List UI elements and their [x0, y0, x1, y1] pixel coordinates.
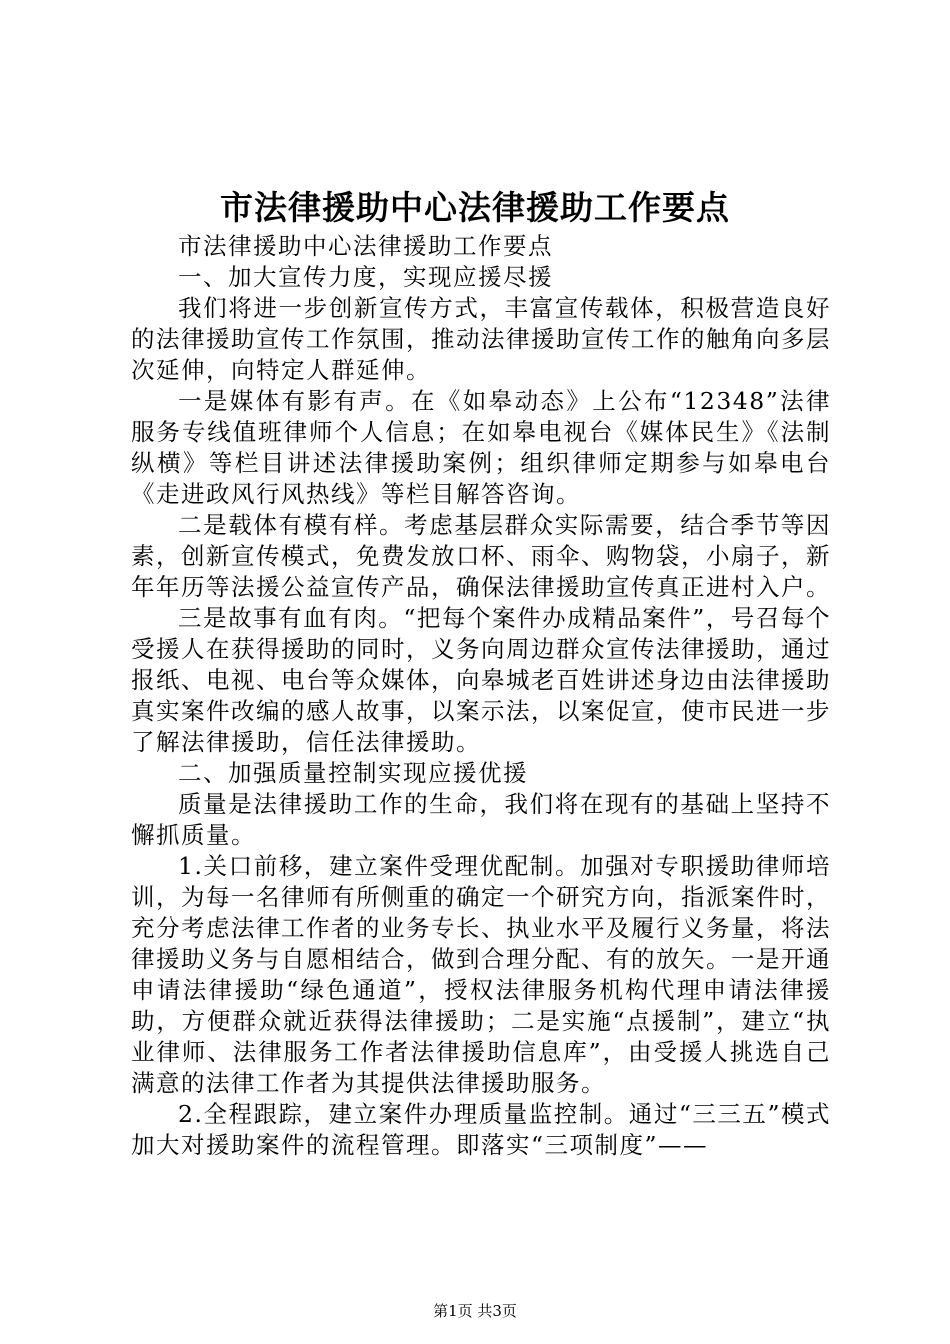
paragraph-subtitle: 市法律援助中心法律援助工作要点 — [178, 232, 553, 260]
page-footer: 第1页 共3页 — [433, 1302, 517, 1320]
paragraph: 我们将进一步创新宣传方式，丰富宣传载体，积极营造良好的法律援助宣传工作氛围，推动法律援助宣传工作的触角向多层次延伸，向特定人群延伸。 — [131, 294, 831, 384]
paragraph: 一是媒体有影有声。在《如皋动态》上公布“12348”法律服务专线值班律师个人信息；在如皋电视台《媒体民生》《法制纵横》等栏目讲述法律援助案例；组织律师定期参与如皋电台《走进政风行风热线》等栏目解答咨询。 — [131, 387, 831, 508]
paragraph: 三是故事有血有肉。“把每个案件办成精品案件”，号召每个受援人在获得援助的同时，义务向周边群众宣传法律援助，通过报纸、电视、电台等众媒体，向皋城老百姓讲述身边由法律援助真实案件改编的感人故事，以案示法，以案促宣，使市民进一步了解法律援助，信任法律援助。 — [131, 604, 831, 756]
section-heading-2: 二、加强质量控制实现应援优援 — [178, 759, 528, 787]
paragraph: 二是载体有模有样。考虑基层群众实际需要，结合季节等因素，创新宣传模式，免费发放口杯、雨伞、购物袋，小扇子，新年年历等法援公益宣传产品，确保法律援助宣传真正进村入户。 — [131, 511, 831, 601]
paragraph: 质量是法律援助工作的生命，我们将在现有的基础上坚持不懈抓质量。 — [131, 790, 831, 849]
document-body — [131, 231, 831, 1161]
paragraph: 1.关口前移，建立案件受理优配制。加强对专职援助律师培训，为每一名律师有所侧重的确定一个研究方向，指派案件时，充分考虑法律工作者的业务专长、执业水平及履行义务量，将法律援助义务与自愿相结合，做到合理分配、有的放矢。一是开通申请法律援助“绿色通道”，授权法律服务机构代理申请法律援助，方便群众就近获得法律援助；二是实施“点援制”，建立“执业律师、法律服务工作者法律援助信息库”，由受援人挑选自己满意的法律工作者为其提供法律援助服务。 — [131, 852, 831, 1097]
section-heading-1: 一、加大宣传力度，实现应援尽援 — [178, 263, 553, 291]
document-title: 市法律援助中心法律援助工作要点 — [220, 188, 730, 227]
paragraph: 2.全程跟踪，建立案件办理质量监控制。通过“三三五”模式加大对援助案件的流程管理。即落实“三项制度”—— — [131, 1100, 831, 1159]
